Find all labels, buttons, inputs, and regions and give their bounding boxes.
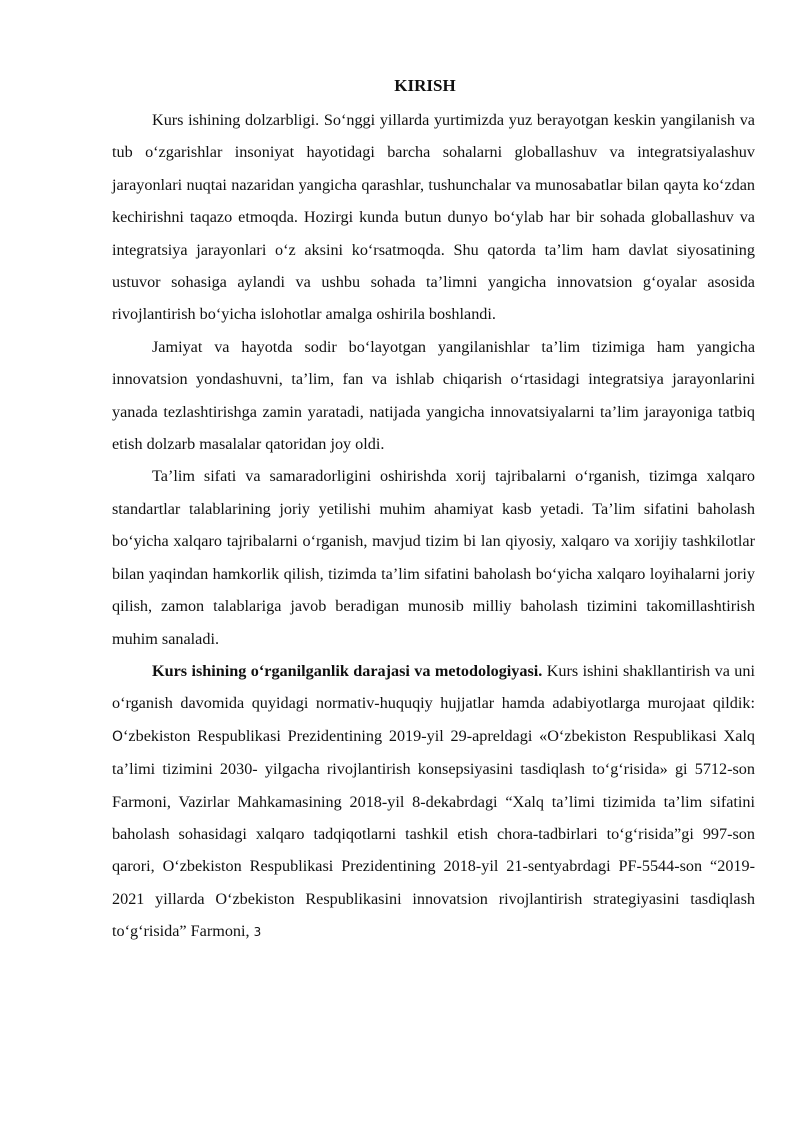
paragraph-relevance: Kurs ishining dolzarbligi. So‘nggi yillarda yurtimizda yuz berayotgan keskin yangilanish va tub o‘zgarishlar insoniyat hayotidagi barcha sohalarni globallashuv va integratsiyalashuv jarayonlari nuqtai nazaridan yangicha qarashlar, tushunchalar va munosabatlar bilan qayta ko‘zdan kechirishni taqazo etmoqda. Hozirgi kunda butun dunyo bo‘ylab har bir sohada globallashuv va integratsiya jarayonlari o‘z aksini ko‘rsatmoqda. Shu qatorda ta’lim ham davlat siyosatining ustuvor sohasiga aylandi va ushbu sohada ta’limni yangicha innovatsion g‘oyalar asosida rivojlantirish bo‘yicha islohotlar amalga oshirila boshlandi. [112,111,755,324]
document-body [112,104,755,949]
paragraph-methodology [112,655,755,949]
methodology-text-1: Kurs ishini shakllantirish va uni o‘rganish davomida quyidagi normativ-huquqiy hujjatlar hamda adabiyotlarga murojaat qildik: [112,661,755,713]
methodology-heading: Kurs ishining o‘rganilganlik darajasi va metodologiyasi. [152,661,543,680]
paragraph-innovation: Jamiyat va hayotda sodir bo‘layotgan yangilanishlar ta’lim tizimiga ham yangicha innovatsion yondashuvni, ta’lim, fan va ishlab chiqarish o‘rtasidagi integratsiya jarayonlarini yanada tezlashtirishga zamin yaratadi, natijada yangicha innovatsiyalarni ta’lim jarayoniga tatbiq etish dolzarb masalalar qatoridan joy oldi. [112,337,755,454]
page-title: KIRISH [394,76,456,95]
footnote-ref: 3 [253,925,262,940]
methodology-letter: O [112,728,124,745]
paragraph-quality: Ta’lim sifati va samaradorligini oshirishda xorij tajribalarni o‘rganish, tizimga xalqaro standartlar talablarining joriy yetilishi muhim ahamiyat kasb yetadi. Ta’lim sifatini baholash bo‘yicha xalqaro tajribalarni o‘rganish, mavjud tizim bi lan qiyosiy, xalqaro va xorijiy tashkilotlar bilan yaqindan hamkorlik qilish, tizimda ta’lim sifatini baholash bo‘yicha xalqaro loyihalarni joriy qilish, zamon talablariga javob beradigan munosib milliy baholash tizimini takomillashtirish muhim sanaladi. [112,467,755,648]
methodology-text-2: ‘zbekiston Respublikasi Prezidentining 2019-yil 29-apreldagi «O‘zbekiston Respublikasi Xalq ta’limi tizimini 2030- yilgacha rivojlantirish konsepsiyasini tasdiqlash to‘g‘risida» gi 5712-son Farmoni, Vazirlar Mahkamasining 2018-yil 8-dekabrdagi “Xalq ta’limi tizimida ta’lim sifatini baholash sohasidagi xalqaro tadqiqotlarni tashkil etish chora-tadbirlari to‘g‘risida”gi 997-son qarori, O‘zbekiston Respublikasi Prezidentining 2018-yil 21-sentyabrdagi PF-5544-son “2019-2021 yillarda O‘zbekiston Respublikasini innovatsion rivojlantirish strategiyasini tasdiqlash to‘g‘risida” Farmoni, [112,726,755,941]
